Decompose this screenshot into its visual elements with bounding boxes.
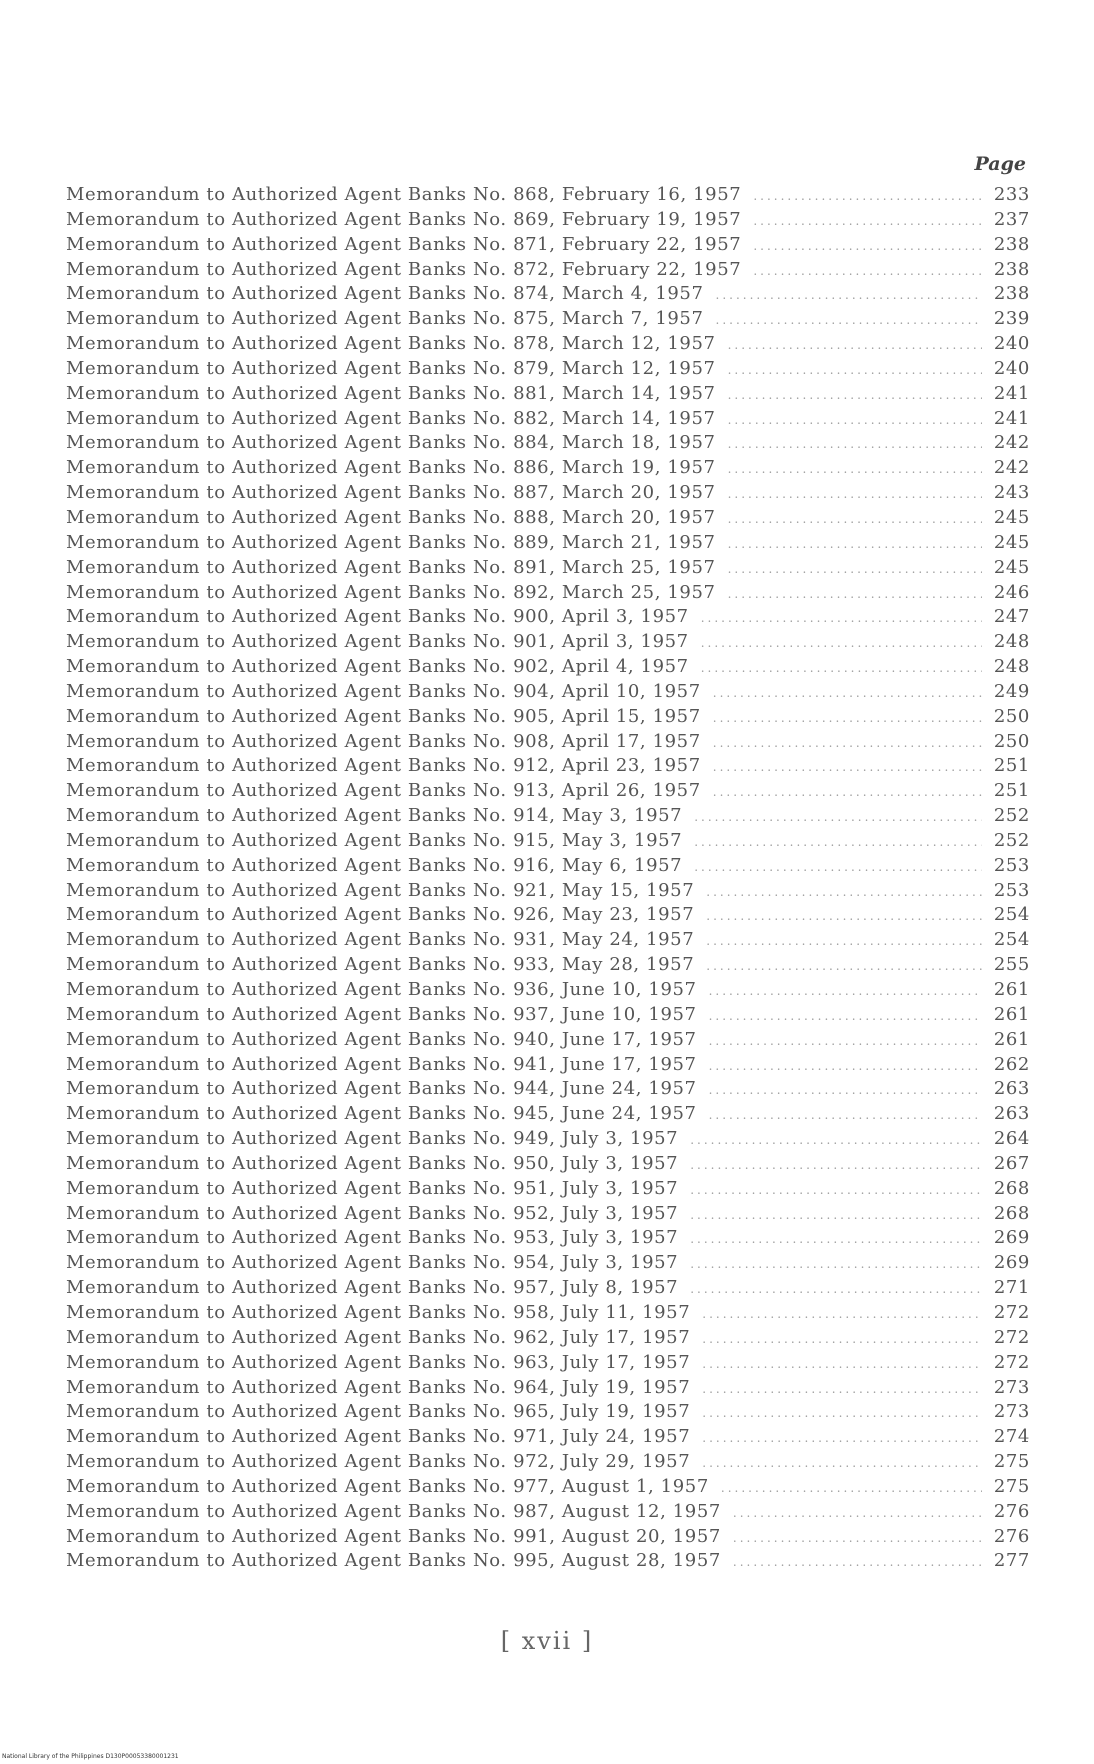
toc-entry-title: Memorandum to Authorized Agent Banks No. 889, March 21, 1957: [66, 531, 716, 553]
toc-entry: [66, 209, 1030, 234]
dot-leader: [690, 1232, 982, 1246]
toc-entry-page: 254: [993, 929, 1030, 951]
toc-entry-title: Memorandum to Authorized Agent Banks No. 977, August 1, 1957: [66, 1475, 709, 1497]
toc-entry: [66, 1327, 1030, 1352]
toc-entry-title: Memorandum to Authorized Agent Banks No. 926, May 23, 1957: [66, 904, 695, 926]
toc-entry-title: Memorandum to Authorized Agent Banks No. 954, July 3, 1957: [66, 1252, 679, 1274]
toc-entry-page: 242: [993, 432, 1030, 454]
dot-leader: [709, 1108, 982, 1122]
toc-entry-page: 273: [993, 1401, 1030, 1423]
dot-leader: [728, 562, 982, 576]
toc-entry-page: 272: [993, 1301, 1030, 1323]
toc-entry-page: 250: [993, 730, 1030, 752]
toc-entry-page: 272: [993, 1326, 1030, 1348]
toc-entry: [66, 830, 1030, 855]
page-folio: [ xvii ]: [500, 1627, 594, 1655]
toc-entry: [66, 333, 1030, 358]
toc-entry: [66, 482, 1030, 507]
toc-entry-page: 245: [993, 531, 1030, 553]
toc-entry: [66, 557, 1030, 582]
toc-entry-page: 268: [993, 1202, 1030, 1224]
dot-leader: [753, 264, 982, 278]
toc-entry-title: Memorandum to Authorized Agent Banks No. 945, June 24, 1957: [66, 1103, 697, 1125]
toc-entry-page: 252: [993, 829, 1030, 851]
dot-leader: [721, 1481, 982, 1495]
dot-leader: [728, 437, 982, 451]
toc-entry-title: Memorandum to Authorized Agent Banks No. 995, August 28, 1957: [66, 1550, 721, 1572]
dot-leader: [709, 1083, 982, 1097]
toc-entry-page: 272: [993, 1351, 1030, 1373]
toc-entry-page: 271: [993, 1277, 1030, 1299]
dot-leader: [728, 338, 982, 352]
toc-entry: [66, 631, 1030, 656]
toc-entry: [66, 780, 1030, 805]
dot-leader: [728, 537, 982, 551]
toc-entry-title: Memorandum to Authorized Agent Banks No. 881, March 14, 1957: [66, 382, 716, 404]
toc-entry-title: Memorandum to Authorized Agent Banks No. 891, March 25, 1957: [66, 556, 716, 578]
toc-entry-page: 253: [993, 879, 1030, 901]
toc-entry-page: 248: [993, 656, 1030, 678]
dot-leader: [709, 1034, 982, 1048]
toc-entry: [66, 1153, 1030, 1178]
toc-entry: [66, 1302, 1030, 1327]
dot-leader: [728, 363, 982, 377]
toc-entry-page: 261: [993, 1003, 1030, 1025]
toc-entry-title: Memorandum to Authorized Agent Banks No. 887, March 20, 1957: [66, 482, 716, 504]
toc-entry-page: 247: [993, 606, 1030, 628]
toc-entry: [66, 457, 1030, 482]
toc-entry-title: Memorandum to Authorized Agent Banks No. 886, March 19, 1957: [66, 457, 716, 479]
dot-leader: [701, 661, 982, 675]
toc-entry-title: Memorandum to Authorized Agent Banks No. 936, June 10, 1957: [66, 979, 697, 1000]
toc-entry-title: Memorandum to Authorized Agent Banks No. 941, June 17, 1957: [66, 1053, 697, 1075]
toc-entry: [66, 1352, 1030, 1377]
toc-entry-title: Memorandum to Authorized Agent Banks No. 904, April 10, 1957: [66, 680, 701, 702]
table-of-contents: [66, 184, 1030, 1575]
dot-leader: [702, 1406, 982, 1420]
toc-entry: [66, 184, 1030, 209]
toc-entry-page: 239: [993, 308, 1030, 330]
toc-entry-page: 275: [993, 1475, 1030, 1497]
toc-entry-title: Memorandum to Authorized Agent Banks No. 912, April 23, 1957: [66, 755, 701, 777]
toc-entry: [66, 880, 1030, 905]
toc-entry-title: Memorandum to Authorized Agent Banks No. 957, July 8, 1957: [66, 1277, 679, 1299]
toc-entry-title: Memorandum to Authorized Agent Banks No. 931, May 24, 1957: [66, 929, 695, 951]
dot-leader: [701, 611, 982, 625]
toc-entry-title: Memorandum to Authorized Agent Banks No. 987, August 12, 1957: [66, 1500, 721, 1522]
dot-leader: [709, 984, 982, 998]
dot-leader: [702, 1307, 982, 1321]
toc-entry-title: Memorandum to Authorized Agent Banks No. 971, July 24, 1957: [66, 1426, 691, 1448]
dot-leader: [713, 711, 982, 725]
toc-entry-title: Memorandum to Authorized Agent Banks No. 902, April 4, 1957: [66, 656, 689, 678]
toc-entry-page: 238: [993, 233, 1030, 255]
toc-entry-title: Memorandum to Authorized Agent Banks No. 940, June 17, 1957: [66, 1028, 697, 1050]
toc-entry: [66, 1078, 1030, 1103]
dot-leader: [728, 587, 982, 601]
toc-entry-title: Memorandum to Authorized Agent Banks No. 950, July 3, 1957: [66, 1152, 679, 1174]
toc-entry-title: Memorandum to Authorized Agent Banks No. 944, June 24, 1957: [66, 1078, 697, 1100]
toc-entry-title: Memorandum to Authorized Agent Banks No. 913, April 26, 1957: [66, 780, 701, 802]
toc-entry-title: Memorandum to Authorized Agent Banks No. 901, April 3, 1957: [66, 631, 689, 653]
toc-entry: [66, 408, 1030, 433]
toc-entry-page: 248: [993, 631, 1030, 653]
toc-entry-page: 233: [993, 184, 1030, 205]
dot-leader: [690, 1183, 982, 1197]
toc-entry-title: Memorandum to Authorized Agent Banks No. 965, July 19, 1957: [66, 1401, 691, 1423]
toc-entry: [66, 1401, 1030, 1426]
toc-entry: [66, 855, 1030, 880]
toc-entry: [66, 234, 1030, 259]
toc-entry-page: 250: [993, 705, 1030, 727]
toc-entry-title: Memorandum to Authorized Agent Banks No. 914, May 3, 1957: [66, 805, 683, 827]
page-column-header: Page: [974, 153, 1026, 175]
toc-entry: [66, 1227, 1030, 1252]
toc-entry: [66, 1103, 1030, 1128]
toc-entry-page: 276: [993, 1500, 1030, 1522]
toc-entry: [66, 979, 1030, 1004]
toc-entry-page: 245: [993, 556, 1030, 578]
library-stamp: National Library of the Philippines D130P00053380001231: [2, 1753, 179, 1760]
dot-leader: [728, 413, 982, 427]
toc-entry-title: Memorandum to Authorized Agent Banks No. 872, February 22, 1957: [66, 258, 742, 280]
toc-entry-page: 243: [993, 482, 1030, 504]
dot-leader: [694, 810, 982, 824]
dot-leader: [702, 1456, 982, 1470]
toc-entry: [66, 1426, 1030, 1451]
toc-entry-page: 238: [993, 258, 1030, 280]
toc-entry: [66, 582, 1030, 607]
toc-entry: [66, 1178, 1030, 1203]
toc-entry-page: 274: [993, 1426, 1030, 1448]
toc-entry-title: Memorandum to Authorized Agent Banks No. 878, March 12, 1957: [66, 333, 716, 355]
toc-entry-page: 249: [993, 680, 1030, 702]
toc-entry-title: Memorandum to Authorized Agent Banks No. 953, July 3, 1957: [66, 1227, 679, 1249]
toc-entry-page: 245: [993, 506, 1030, 528]
toc-entry-title: Memorandum to Authorized Agent Banks No. 882, March 14, 1957: [66, 407, 716, 429]
toc-entry-title: Memorandum to Authorized Agent Banks No. 871, February 22, 1957: [66, 233, 742, 255]
dot-leader: [713, 760, 982, 774]
toc-entry-page: 267: [993, 1152, 1030, 1174]
toc-entry: [66, 1377, 1030, 1402]
dot-leader: [716, 313, 982, 327]
toc-entry-title: Memorandum to Authorized Agent Banks No. 908, April 17, 1957: [66, 730, 701, 752]
toc-entry-title: Memorandum to Authorized Agent Banks No. 921, May 15, 1957: [66, 879, 695, 901]
toc-entry: [66, 1203, 1030, 1228]
dot-leader: [690, 1257, 982, 1271]
toc-entry: [66, 606, 1030, 631]
toc-entry: [66, 1526, 1030, 1551]
toc-entry-page: 277: [993, 1550, 1030, 1572]
dot-leader: [709, 1059, 982, 1073]
toc-entry: [66, 904, 1030, 929]
toc-entry: [66, 755, 1030, 780]
toc-entry-title: Memorandum to Authorized Agent Banks No. 937, June 10, 1957: [66, 1003, 697, 1025]
dot-leader: [728, 487, 982, 501]
toc-entry-title: Memorandum to Authorized Agent Banks No. 900, April 3, 1957: [66, 606, 689, 628]
dot-leader: [728, 388, 982, 402]
dot-leader: [702, 1382, 982, 1396]
toc-entry-page: 242: [993, 457, 1030, 479]
toc-entry-title: Memorandum to Authorized Agent Banks No. 905, April 15, 1957: [66, 705, 701, 727]
toc-entry-page: 240: [993, 357, 1030, 379]
toc-entry-title: Memorandum to Authorized Agent Banks No. 879, March 12, 1957: [66, 357, 716, 379]
toc-entry-title: Memorandum to Authorized Agent Banks No. 888, March 20, 1957: [66, 506, 716, 528]
dot-leader: [690, 1282, 982, 1296]
toc-entry: [66, 1029, 1030, 1054]
dot-leader: [701, 636, 982, 650]
dot-leader: [694, 860, 982, 874]
toc-entry: [66, 1004, 1030, 1029]
toc-entry-page: 240: [993, 333, 1030, 355]
dot-leader: [690, 1208, 982, 1222]
toc-entry: [66, 1550, 1030, 1575]
dot-leader: [706, 885, 982, 899]
toc-entry-page: 269: [993, 1252, 1030, 1274]
toc-entry: [66, 656, 1030, 681]
toc-entry-page: 263: [993, 1078, 1030, 1100]
toc-entry-title: Memorandum to Authorized Agent Banks No. 884, March 18, 1957: [66, 432, 716, 454]
dot-leader: [706, 934, 982, 948]
toc-entry-page: 275: [993, 1451, 1030, 1473]
toc-entry: [66, 383, 1030, 408]
toc-entry-title: Memorandum to Authorized Agent Banks No. 952, July 3, 1957: [66, 1202, 679, 1224]
toc-entry-title: Memorandum to Authorized Agent Banks No. 933, May 28, 1957: [66, 954, 695, 976]
toc-entry-page: 261: [993, 1028, 1030, 1050]
toc-entry-title: Memorandum to Authorized Agent Banks No. 869, February 19, 1957: [66, 208, 742, 230]
dot-leader: [733, 1506, 982, 1520]
toc-entry: [66, 1054, 1030, 1079]
dot-leader: [690, 1158, 982, 1172]
toc-entry: [66, 507, 1030, 532]
toc-entry-title: Memorandum to Authorized Agent Banks No. 949, July 3, 1957: [66, 1128, 679, 1150]
toc-entry-title: Memorandum to Authorized Agent Banks No. 963, July 17, 1957: [66, 1351, 691, 1373]
toc-entry-page: 246: [993, 581, 1030, 603]
toc-entry-title: Memorandum to Authorized Agent Banks No. 958, July 11, 1957: [66, 1301, 691, 1323]
toc-entry: [66, 259, 1030, 284]
toc-entry: [66, 1451, 1030, 1476]
toc-entry: [66, 805, 1030, 830]
toc-entry-title: Memorandum to Authorized Agent Banks No. 875, March 7, 1957: [66, 308, 704, 330]
toc-entry: [66, 706, 1030, 731]
dot-leader: [753, 239, 982, 253]
toc-entry: [66, 1128, 1030, 1153]
dot-leader: [702, 1431, 982, 1445]
dot-leader: [733, 1555, 982, 1569]
toc-entry: [66, 432, 1030, 457]
toc-entry-title: Memorandum to Authorized Agent Banks No. 991, August 20, 1957: [66, 1525, 721, 1547]
dot-leader: [716, 288, 982, 302]
toc-entry-title: Memorandum to Authorized Agent Banks No. 916, May 6, 1957: [66, 854, 683, 876]
dot-leader: [753, 189, 982, 203]
dot-leader: [702, 1332, 982, 1346]
toc-entry: [66, 308, 1030, 333]
toc-entry: [66, 681, 1030, 706]
toc-entry-title: Memorandum to Authorized Agent Banks No. 962, July 17, 1957: [66, 1326, 691, 1348]
toc-entry-page: 276: [993, 1525, 1030, 1547]
toc-entry-page: 255: [993, 954, 1030, 976]
dot-leader: [713, 736, 982, 750]
toc-entry-page: 254: [993, 904, 1030, 926]
dot-leader: [728, 462, 982, 476]
dot-leader: [713, 686, 982, 700]
toc-entry-page: 237: [993, 208, 1030, 230]
toc-entry-page: 241: [993, 407, 1030, 429]
toc-entry: [66, 1476, 1030, 1501]
toc-entry: [66, 532, 1030, 557]
dot-leader: [713, 785, 982, 799]
dot-leader: [702, 1357, 982, 1371]
toc-entry-title: Memorandum to Authorized Agent Banks No. 868, February 16, 1957: [66, 184, 742, 205]
toc-entry-page: 238: [993, 283, 1030, 305]
toc-entry: [66, 283, 1030, 308]
toc-entry-page: 261: [993, 979, 1030, 1000]
toc-entry: [66, 954, 1030, 979]
toc-entry-page: 253: [993, 854, 1030, 876]
toc-entry: [66, 731, 1030, 756]
toc-entry-title: Memorandum to Authorized Agent Banks No. 951, July 3, 1957: [66, 1177, 679, 1199]
toc-entry-page: 252: [993, 805, 1030, 827]
toc-entry-title: Memorandum to Authorized Agent Banks No. 915, May 3, 1957: [66, 829, 683, 851]
toc-entry: [66, 358, 1030, 383]
toc-entry: [66, 1277, 1030, 1302]
toc-entry-title: Memorandum to Authorized Agent Banks No. 892, March 25, 1957: [66, 581, 716, 603]
dot-leader: [728, 512, 982, 526]
toc-entry-page: 251: [993, 755, 1030, 777]
toc-entry-page: 263: [993, 1103, 1030, 1125]
toc-entry-page: 264: [993, 1128, 1030, 1150]
toc-entry-page: 269: [993, 1227, 1030, 1249]
toc-entry-page: 273: [993, 1376, 1030, 1398]
toc-entry-page: 268: [993, 1177, 1030, 1199]
toc-entry: [66, 1252, 1030, 1277]
toc-entry: [66, 1501, 1030, 1526]
toc-entry-page: 241: [993, 382, 1030, 404]
dot-leader: [709, 1009, 982, 1023]
toc-entry-title: Memorandum to Authorized Agent Banks No. 972, July 29, 1957: [66, 1451, 691, 1473]
dot-leader: [753, 214, 982, 228]
dot-leader: [690, 1133, 982, 1147]
toc-entry-page: 251: [993, 780, 1030, 802]
toc-entry: [66, 929, 1030, 954]
dot-leader: [733, 1531, 982, 1545]
dot-leader: [706, 909, 982, 923]
toc-entry-page: 262: [993, 1053, 1030, 1075]
toc-entry-title: Memorandum to Authorized Agent Banks No. 964, July 19, 1957: [66, 1376, 691, 1398]
dot-leader: [694, 835, 982, 849]
dot-leader: [706, 959, 982, 973]
toc-entry-title: Memorandum to Authorized Agent Banks No. 874, March 4, 1957: [66, 283, 704, 305]
